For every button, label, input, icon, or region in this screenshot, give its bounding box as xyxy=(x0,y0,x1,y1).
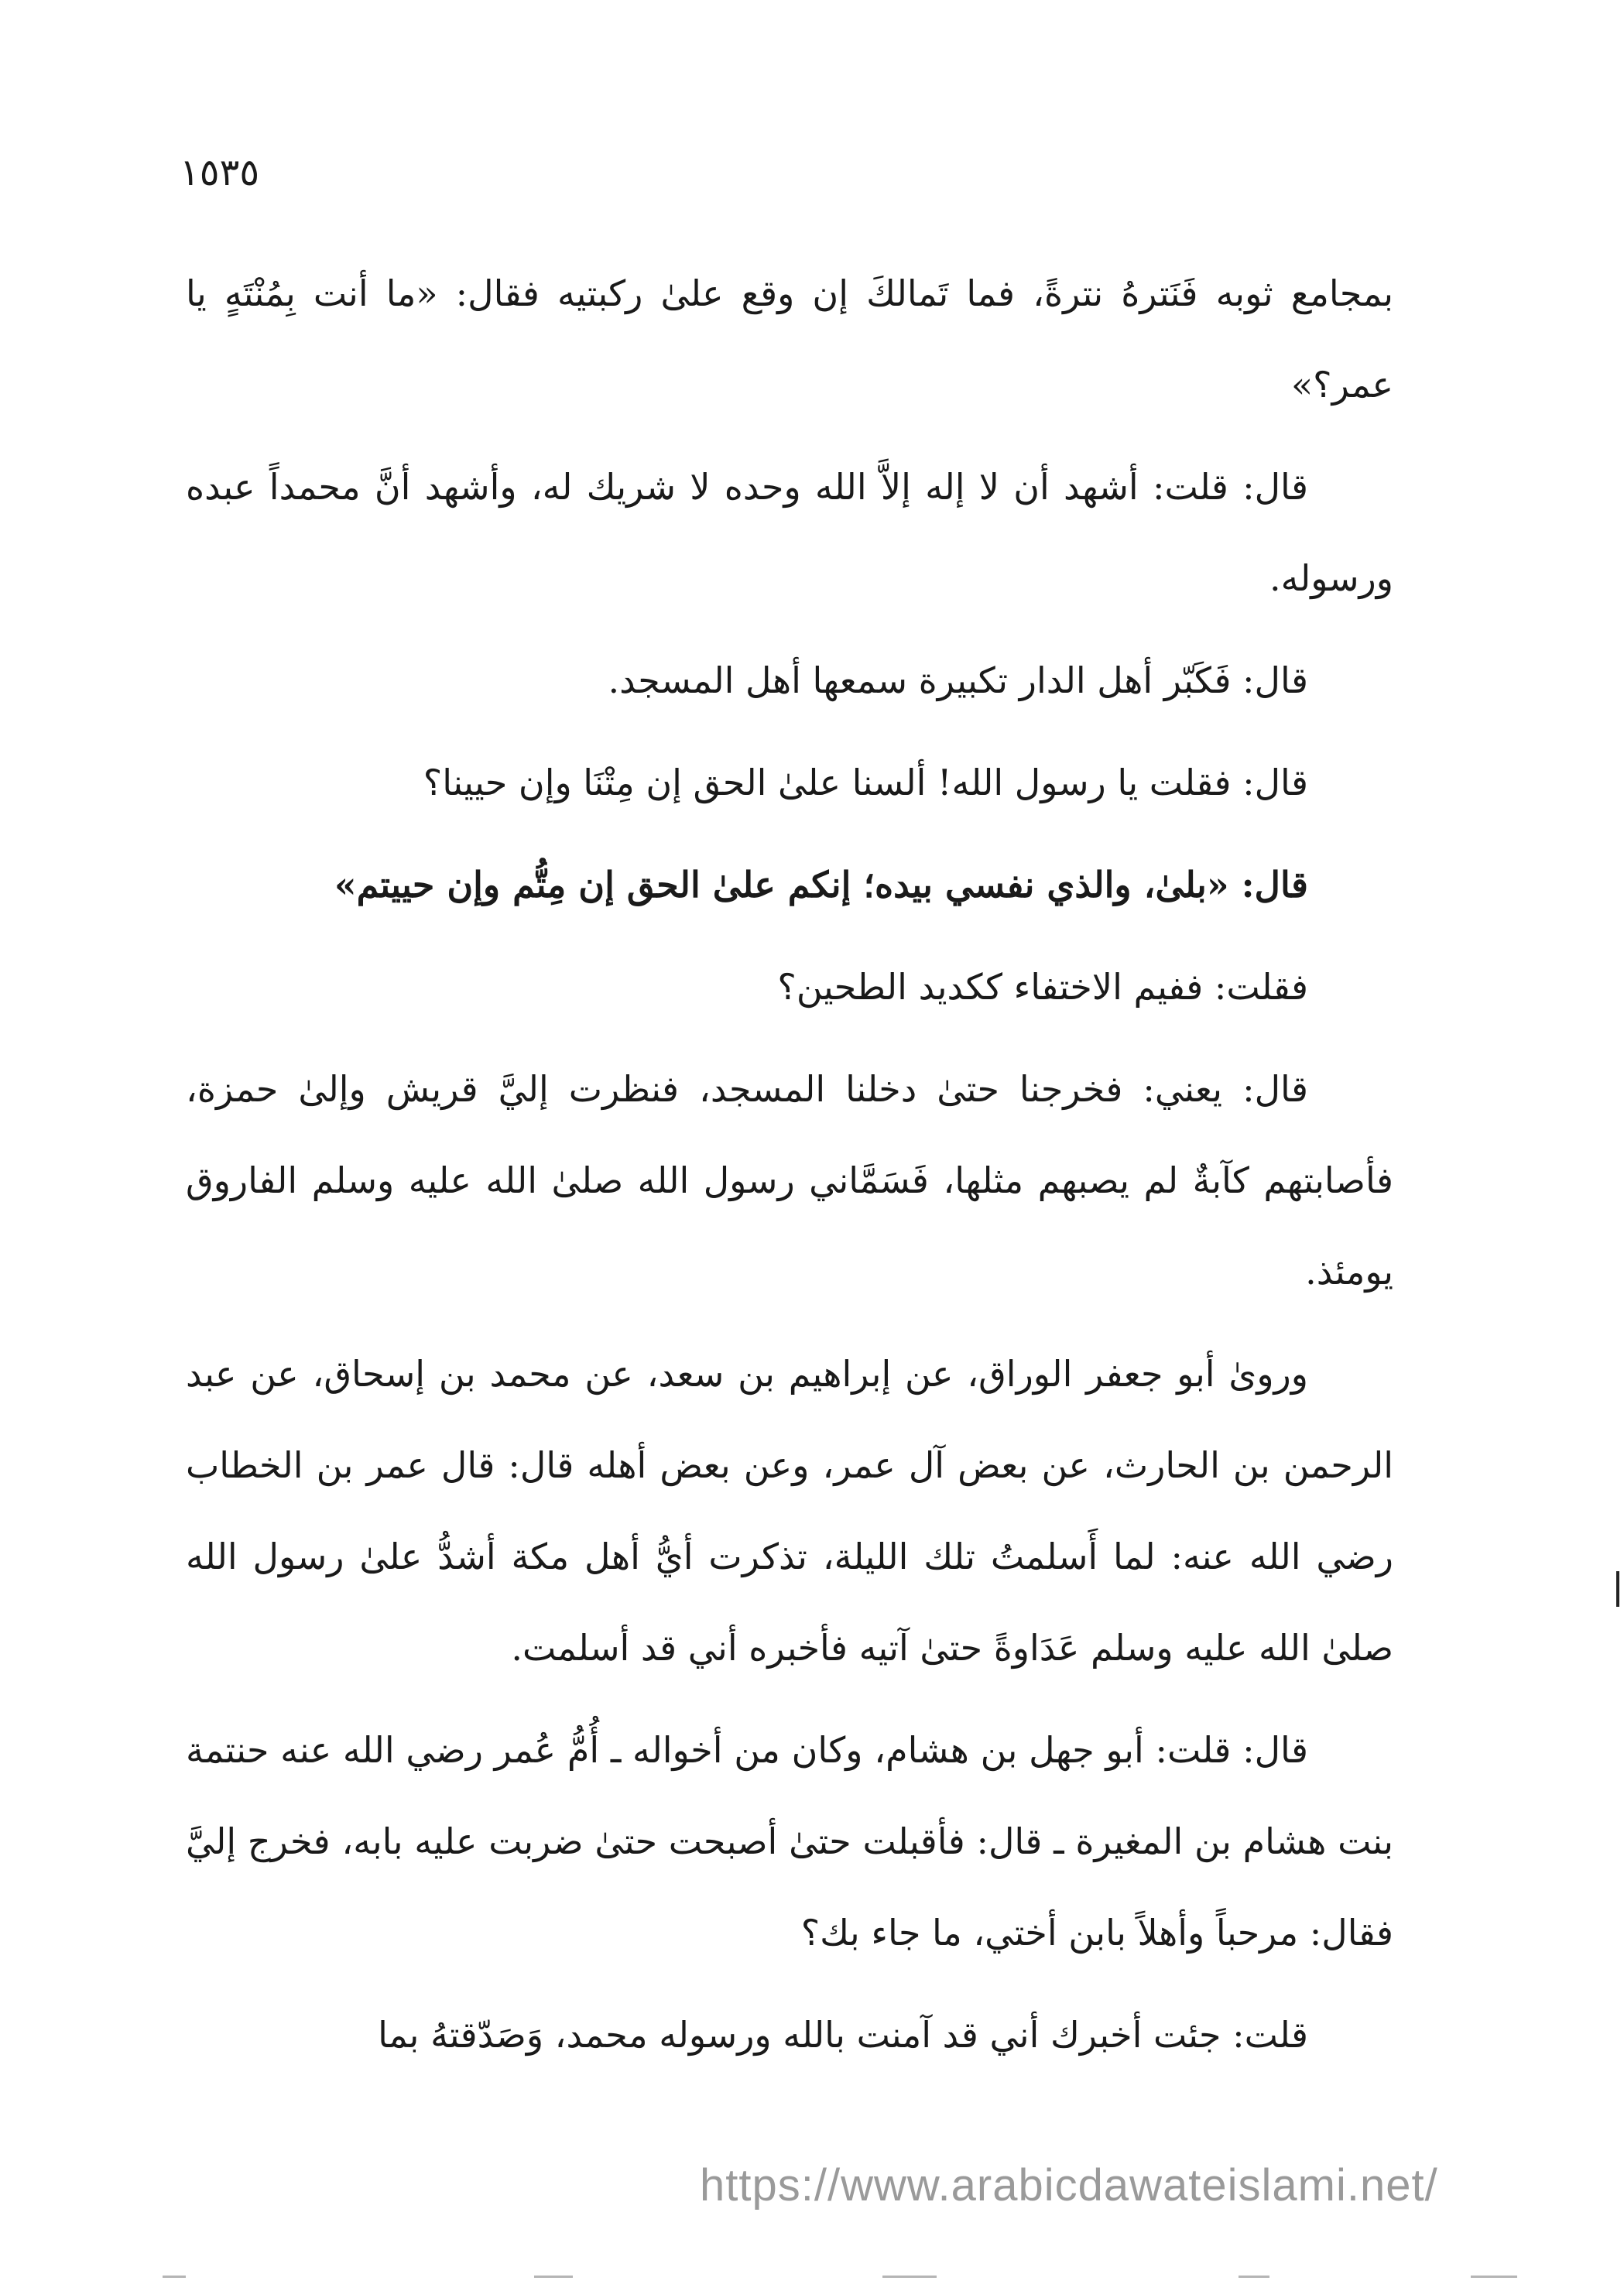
paragraph-3: قال: فَكَبّر أهل الدار تكبيرة سمعها أهل المسجد. xyxy=(608,659,1308,701)
watermark-url: https://www.arabicdawateislami.net/ xyxy=(700,2160,1438,2211)
paragraph-2: قال: قلت: أشهد أن لا إله إلاَّ الله وحده لا شريك له، وأشهد أنَّ محمداً عبده ورسوله. xyxy=(186,466,1393,599)
paragraph-10: قلت: جئت أخبرك أني قد آمنت بالله ورسوله محمد، وَصَدّقتهُ بما xyxy=(378,2014,1308,2056)
paragraph-9: قال: قلت: أبو جهل بن هشام، وكان من أخواله ـ أُمُّ عُمر رضي الله عنه حنتمة بنت هشام بن المغيرة ـ قال: فأقبلت حتىٰ أصبحت حتىٰ ضربت عليه بابه، فخرج إليَّ فقال: مرحباً وأهلاً بابن أختي، ما جاء بك؟ xyxy=(186,1729,1393,1954)
page-number: ١٥٣٥ xyxy=(180,151,260,194)
scan-artifact-dots xyxy=(0,2276,1624,2280)
paragraph-6: فقلت: ففيم الاختفاء ككديد الطحين؟ xyxy=(777,966,1308,1008)
paragraph-1: بمجامع ثوبه فَنَترهُ نترةً، فما تَمالكَ إن وقع علىٰ ركبتيه فقال: «ما أنت بِمُنْتَهٍ يا عمر؟» xyxy=(186,272,1393,406)
paragraph-8: وروىٰ أبو جعفر الوراق، عن إبراهيم بن سعد، عن محمد بن إسحاق، عن عبد الرحمن بن الحارث، عن بعض آل عمر، وعن بعض أهله قال: قال عمر بن الخطاب رضي الله عنه: لما أَسلمتُ تلك الليلة، تذكرت أيُّ أهل مكة أشدُّ علىٰ رسول الله صلىٰ الله عليه وسلم عَدَاوةً حتىٰ آتيه فأخبره أني قد أسلمت. xyxy=(186,1353,1393,1669)
paragraph-7: قال: يعني: فخرجنا حتىٰ دخلنا المسجد، فنظرت إليَّ قريش وإلىٰ حمزة، فأصابتهم كآبةٌ لم يصبهم مثلها، فَسَمَّاني رسول الله صلىٰ الله عليه وسلم الفاروق يومئذ. xyxy=(186,1068,1393,1293)
paragraph-4: قال: فقلت يا رسول الله! ألسنا علىٰ الحق إن مِتْنَا وإن حيينا؟ xyxy=(423,762,1308,803)
paragraph-5: قال: «بلىٰ، والذي نفسي بيده؛ إنكم علىٰ الحق إن مِتُّم وإن حييتم» xyxy=(334,864,1308,906)
margin-mark xyxy=(1616,1571,1619,1607)
body-text xyxy=(186,248,1393,2091)
